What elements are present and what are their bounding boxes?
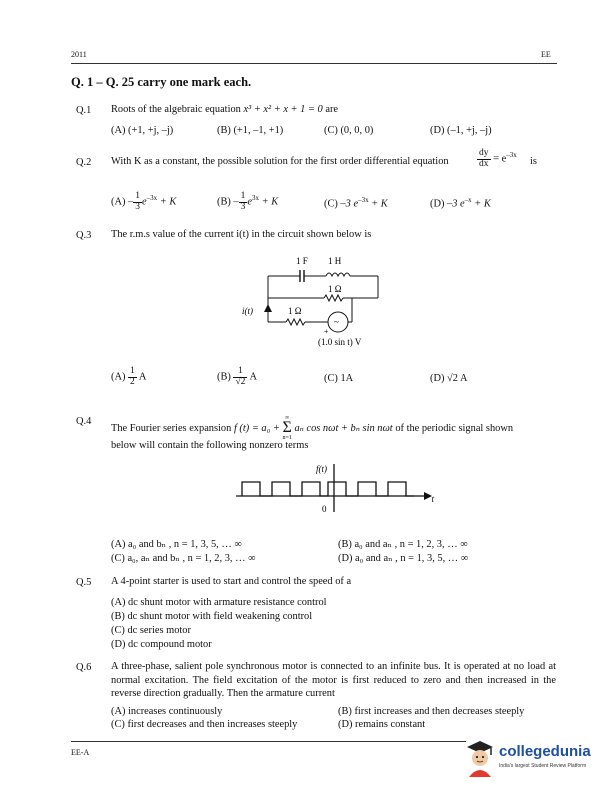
q2-deriv-den: dx: [479, 158, 489, 169]
q3-option-a-den: 2: [130, 376, 135, 387]
q1-equation: x³ + x² + x + 1 = 0: [243, 104, 323, 115]
q4-sum-symbol: Σ: [282, 419, 292, 437]
q4-line2: below will contain the following nonzero terms: [111, 440, 309, 451]
q3-source-label: (1.0 sin t) V: [318, 337, 362, 347]
q2-option-d-label: (D): [430, 198, 445, 210]
q4-option-a: (A) a₀ and bₙ , n = 1, 3, 5, … ∞: [111, 539, 242, 550]
q2-option-c-label: (C): [324, 198, 338, 210]
q1-stem-end: are: [325, 104, 339, 115]
q2-option-b: [217, 192, 278, 212]
header-paper-code: EE: [541, 50, 551, 59]
q2-option-a-tail: + K: [159, 196, 177, 208]
q2-option-a: [111, 192, 176, 212]
q2-rhs: = e: [493, 153, 507, 165]
q2-stem-end: is: [530, 156, 537, 167]
q4-signal-graph: [236, 462, 436, 518]
q4-stem-start: The Fourier series expansion: [111, 422, 232, 434]
q3-option-a: [111, 367, 146, 387]
header-year: 2011: [71, 50, 87, 59]
q2-option-b-tail: + K: [261, 196, 279, 208]
q4-option-d: (D) a₀ and aₙ , n = 1, 3, 5, … ∞: [338, 553, 469, 564]
q5-stem: A 4-point starter is used to start and control the speed of a: [111, 576, 352, 587]
q3-option-a-num: 1: [130, 366, 135, 376]
q6-option-c: (C) first decreases and then increases steeply: [111, 719, 298, 730]
q2-option-d-exp: –x: [464, 196, 472, 204]
q2-option-b-label: (B): [217, 196, 231, 208]
q2-option-a-sign: –: [128, 196, 134, 208]
q3-option-b-unit: A: [249, 371, 257, 383]
q2-option-b-num: 1: [240, 191, 246, 201]
q3-option-b-num: 1: [233, 367, 247, 378]
q1-number: Q.1: [76, 105, 92, 116]
q4-stem-end: of the periodic signal shown: [395, 422, 514, 434]
q1-option-a: (A) (+1, +j, –j): [111, 125, 174, 136]
q4-series-terms: aₙ cos nωt + bₙ sin nωt: [294, 422, 393, 434]
q3-option-b: [217, 367, 257, 387]
q4-series: f (t) = a₀ +: [233, 422, 280, 434]
q2-option-b-sign: –: [233, 196, 239, 208]
graduate-avatar-icon: [463, 737, 497, 777]
footer-rule: [71, 741, 466, 742]
q3-option-d-label: (D): [430, 373, 445, 384]
q4-origin-label: 0: [322, 504, 327, 514]
q5-number: Q.5: [76, 577, 92, 588]
q3-option-d: [430, 374, 467, 384]
q3-option-c: [324, 374, 353, 384]
q2-deriv-num: dy: [479, 148, 489, 158]
q3-option-c-text: 1A: [340, 373, 354, 384]
q3-option-a-unit: A: [138, 371, 147, 383]
section-title: Q. 1 – Q. 25 carry one mark each.: [71, 75, 252, 89]
q1-option-c: (C) (0, 0, 0): [324, 125, 374, 136]
q6-option-a: (A) increases continuously: [111, 706, 223, 717]
q4-option-b: (B) a₀ and aₙ , n = 1, 2, 3, … ∞: [338, 539, 468, 550]
q4-option-c: (C) a₀, aₙ and bₙ , n = 1, 2, 3, … ∞: [111, 553, 256, 564]
q6-option-b: (B) first increases and then decreases steeply: [338, 706, 525, 717]
q2-option-b-den: 3: [240, 201, 246, 212]
q1-stem: [111, 105, 338, 115]
footer-code: EE-A: [71, 748, 90, 757]
q6-number: Q.6: [76, 662, 92, 673]
q5-option-a: (A) dc shunt motor with armature resistance control: [111, 597, 327, 608]
q4-x-axis-label: t: [431, 494, 434, 504]
q3-current-arrow: [264, 304, 272, 312]
q1-option-d: (D) (–1, +j, –j): [430, 125, 492, 136]
collegedunia-logo: [463, 737, 603, 781]
q2-option-d-text: –3 e: [447, 198, 465, 210]
q3-source-symbol: ~: [334, 317, 339, 327]
q2-option-c-exp: –3x: [358, 196, 369, 204]
header-rule: [71, 63, 557, 64]
q2-option-d: [430, 197, 491, 210]
q1-stem-text: Roots of the algebraic equation: [111, 104, 241, 115]
q6-option-d: (D) remains constant: [338, 719, 426, 730]
q3-option-c-label: (C): [324, 373, 338, 384]
q6-stem: A three-phase, salient pole synchronous motor is connected to an infinite bus. It is operated at no load at normal excitation. The field excitation of the motor is first reduced to zero and then increased in the reverse direction gradually. Then the armature current: [111, 661, 556, 699]
q4-stem: [111, 416, 513, 441]
q2-rhs-exp: –3x: [506, 150, 517, 159]
q3-option-a-label: (A): [111, 371, 126, 383]
q3-number: Q.3: [76, 230, 92, 241]
q3-cap-label: 1 F: [296, 256, 308, 266]
brand-tagline: India's largest Student Review Platform: [499, 763, 587, 769]
q3-option-b-den: √2: [235, 376, 246, 387]
q2-option-c-tail: + K: [371, 198, 388, 210]
q2-stem: With K as a constant, the possible solution for the first order differential equation: [111, 156, 449, 167]
q2-option-a-den: 3: [135, 201, 140, 212]
q2-option-a-label: (A): [111, 196, 126, 208]
q3-res1-label: 1 Ω: [328, 284, 342, 294]
q3-res2-label: 1 Ω: [288, 306, 302, 316]
q3-circuit-diagram: [240, 252, 390, 348]
q2-equation: [477, 149, 517, 169]
brand-name: collegedunia: [499, 743, 591, 760]
q3-option-d-text: √2 A: [447, 373, 468, 384]
q3-plus-label: +: [324, 327, 329, 336]
q3-ind-label: 1 H: [328, 256, 342, 266]
q2-option-c-text: –3 e: [340, 198, 359, 210]
q2-option-a-exp: –3x: [146, 193, 158, 202]
q3-option-b-label: (B): [217, 371, 231, 383]
q4-y-axis-label: f(t): [316, 464, 327, 474]
q2-option-a-num: 1: [135, 191, 140, 201]
q2-option-a-e: e: [142, 196, 147, 208]
q4-sum-bottom: n=1: [282, 434, 292, 441]
q4-number: Q.4: [76, 416, 92, 427]
q2-number: Q.2: [76, 157, 92, 168]
q1-option-b: (B) (+1, –1, +1): [217, 125, 284, 136]
q4-sum-top: ∞: [285, 415, 290, 421]
q2-option-b-exp: 3x: [252, 193, 260, 202]
q2-option-c: [324, 197, 388, 210]
q5-option-d: (D) dc compound motor: [111, 639, 212, 650]
q3-stem: The r.m.s value of the current i(t) in the circuit shown below is: [111, 229, 372, 240]
q2-option-b-e: e: [247, 196, 253, 208]
q3-current-label: i(t): [242, 306, 253, 316]
q5-option-c: (C) dc series motor: [111, 625, 191, 636]
q2-option-d-tail: + K: [474, 198, 491, 210]
q5-option-b: (B) dc shunt motor with field weakening control: [111, 611, 313, 622]
